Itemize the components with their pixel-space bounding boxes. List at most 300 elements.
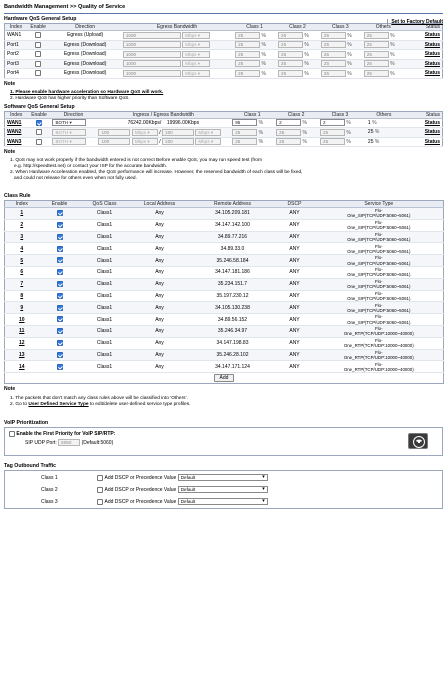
table-row: [5, 118, 443, 128]
egress-unit-select[interactable]: Mbps ▾: [195, 138, 221, 145]
class2-input[interactable]: 25: [276, 138, 301, 145]
service-type-line2: One_RTP(TCP/UDP:10000~40000): [343, 331, 414, 337]
service-type-line2: One_SIP(TCP/UDP:5060~5061): [347, 272, 411, 278]
ingress-input[interactable]: 100: [98, 129, 130, 136]
enable-checkbox[interactable]: [57, 234, 63, 240]
tag-checkbox[interactable]: [97, 487, 103, 493]
col-index: Index: [5, 24, 27, 31]
service-type-line2: One_RTP(TCP/UDP:10000~40000): [343, 366, 414, 372]
percent-label: %: [261, 32, 266, 39]
sw-note-2b: and could not release for others even when not fully used.: [14, 176, 137, 181]
qos-class: Class1: [81, 337, 129, 349]
enable-checkbox[interactable]: [57, 293, 63, 299]
bandwidth-input[interactable]: 1000: [123, 41, 181, 48]
col-enable: Enable: [27, 111, 50, 118]
col-enable: Enable: [27, 24, 49, 31]
qos-class: Class1: [81, 278, 129, 290]
col-index: Index: [5, 111, 28, 118]
rule-index-link[interactable]: 6: [20, 269, 24, 276]
service-type-line2: One_RTP(TCP/UDP:10000~40000): [343, 343, 414, 349]
class3-input[interactable]: 25: [321, 60, 346, 67]
tag-row: [5, 484, 442, 496]
service-type: [315, 337, 444, 349]
col-remote-address: Remote Address: [191, 201, 275, 208]
rule-index-link[interactable]: 8: [20, 292, 24, 299]
class2-input[interactable]: 25: [276, 129, 301, 136]
enable-checkbox[interactable]: [35, 51, 41, 57]
dscp: ANY: [275, 337, 315, 349]
row-index: Port2: [5, 50, 27, 60]
unit-select[interactable]: Mbps ▾: [182, 60, 210, 67]
enable-checkbox[interactable]: [57, 210, 63, 216]
class1-input[interactable]: 25: [235, 70, 260, 77]
table-row: [5, 59, 443, 69]
service-type: [315, 266, 444, 278]
rule-index-link[interactable]: 11: [19, 328, 25, 335]
service-type: [315, 361, 444, 373]
table-row: [5, 314, 444, 326]
service-type-line1: Flo-: [374, 361, 383, 367]
col-service-type: Service Type: [315, 201, 444, 208]
hw-note-title: Note: [4, 80, 16, 87]
service-type-line1: Flo-: [374, 219, 383, 225]
percent-label: %: [390, 32, 395, 39]
wan1-link[interactable]: WAN1: [7, 119, 22, 126]
col-dscp: DSCP: [275, 201, 315, 208]
bandwidth-input[interactable]: 1000: [123, 60, 181, 67]
enable-checkbox[interactable]: [57, 281, 63, 287]
qos-class: Class1: [81, 219, 129, 231]
dscp: ANY: [275, 278, 315, 290]
user-defined-service-type-link[interactable]: User Defined Service Type: [28, 402, 89, 408]
service-type-line1: Flo-: [374, 243, 383, 249]
rule-note-title: Note: [4, 386, 16, 393]
table-row: [5, 50, 443, 60]
others-value: 1: [367, 119, 371, 126]
remote-address: 34.89.77.216: [191, 231, 275, 243]
class2-input[interactable]: 2: [276, 119, 301, 126]
rule-index-link[interactable]: 9: [20, 304, 24, 311]
col-bandwidth: Ingress / Egress Bandwidth: [96, 111, 230, 118]
tag-class-label: Class 2: [41, 487, 58, 494]
sw-section-title: Software QoS General Setup: [4, 103, 75, 110]
class1-input[interactable]: 25: [232, 138, 257, 145]
set-factory-default-link[interactable]: Set to Factory Default: [387, 19, 443, 25]
class-rule-title: Class Rule: [4, 193, 31, 199]
add-button[interactable]: Add: [214, 374, 235, 382]
ingress-unit-select[interactable]: Mbps ▾: [132, 129, 158, 136]
egress-unit-select[interactable]: Mbps ▾: [195, 129, 221, 136]
row-index: Port1: [5, 40, 27, 50]
col-direction: Direction: [50, 111, 96, 118]
remote-address: 34.105.130.238: [191, 302, 275, 314]
col-direction: Direction: [49, 24, 120, 31]
local-address: Any: [129, 231, 191, 243]
class3-input[interactable]: 2: [320, 119, 345, 126]
tag-value-select[interactable]: Default ▾: [178, 474, 268, 481]
col-class1: Class 1: [230, 111, 274, 118]
hw-qos-table: [4, 23, 443, 79]
bandwidth-input[interactable]: 1000: [123, 70, 181, 77]
table-row: [5, 219, 444, 231]
table-row: [5, 69, 443, 79]
enable-checkbox[interactable]: [57, 269, 63, 275]
col-class3: Class 3: [319, 24, 362, 31]
others-input[interactable]: 25: [364, 32, 389, 39]
add-row: [5, 373, 444, 384]
table-row: [5, 31, 443, 41]
dscp: ANY: [275, 255, 315, 267]
enable-checkbox[interactable]: [36, 139, 42, 145]
percent-label: %: [374, 138, 380, 145]
rule-note-2-post: to edit/delete user-defined service type profiles.: [88, 402, 191, 408]
status-link[interactable]: Status: [424, 119, 440, 126]
egress-input[interactable]: 100: [162, 129, 194, 136]
status-link[interactable]: Status: [424, 70, 440, 77]
sip-port-input[interactable]: 5060: [58, 439, 80, 446]
rule-index-link[interactable]: 1: [20, 210, 24, 217]
table-row: [5, 40, 443, 50]
remote-address: 34.105.209.181: [191, 208, 275, 220]
enable-checkbox[interactable]: [57, 340, 63, 346]
sw-qos-table: [4, 111, 443, 148]
direction-text: Egress (Download): [49, 59, 120, 69]
table-row: [5, 337, 444, 349]
percent-label: %: [347, 42, 352, 49]
col-others: Others: [362, 24, 405, 31]
wan2-link[interactable]: WAN2: [7, 129, 22, 136]
percent-label: %: [261, 70, 266, 77]
percent-label: %: [390, 51, 395, 58]
percent-label: %: [304, 70, 309, 77]
class1-input[interactable]: 25: [235, 51, 260, 58]
class3-input[interactable]: 25: [320, 138, 345, 145]
rule-index-link[interactable]: 3: [20, 233, 24, 240]
status-link[interactable]: Status: [424, 129, 440, 136]
status-link[interactable]: Status: [424, 41, 440, 48]
col-qos-class: QoS Class: [81, 201, 129, 208]
remote-address: 34.89.56.152: [191, 314, 275, 326]
row-index: WAN1: [5, 31, 27, 41]
rule-index-link[interactable]: 14: [18, 363, 25, 370]
rule-index-link[interactable]: 2: [20, 222, 24, 229]
class1-input[interactable]: 25: [235, 32, 260, 39]
local-address: Any: [129, 325, 191, 337]
dscp: ANY: [275, 219, 315, 231]
voip-title: VoIP Prioritization: [4, 420, 49, 427]
table-row: [5, 290, 444, 302]
percent-label: %: [258, 120, 264, 127]
others-input[interactable]: 25: [364, 51, 389, 58]
qos-class: Class1: [81, 325, 129, 337]
tag-box: [4, 470, 443, 509]
service-type-line2: One_SIP(TCP/UDP:5060~5061): [347, 295, 411, 301]
service-type-line2: One_SIP(TCP/UDP:5060~5061): [347, 307, 411, 313]
ingress-unit-select[interactable]: Mbps ▾: [132, 138, 158, 145]
col-egress-bandwidth: Egress Bandwidth: [121, 24, 233, 31]
class1-input[interactable]: 25: [235, 41, 260, 48]
egress-value: 19996.00Kbps: [166, 119, 200, 126]
tag-row: [5, 472, 442, 484]
class1-input[interactable]: 25: [235, 60, 260, 67]
class2-input[interactable]: 25: [278, 32, 303, 39]
status-link[interactable]: Status: [424, 51, 440, 58]
percent-label: %: [302, 129, 307, 136]
rule-note-2: [10, 402, 443, 408]
direction-text: Egress (Download): [49, 50, 120, 60]
table-row: [5, 278, 444, 290]
class3-input[interactable]: 25: [321, 70, 346, 77]
others-input[interactable]: 25: [364, 41, 389, 48]
class-rule-table: [4, 200, 444, 384]
tag-checkbox[interactable]: [97, 499, 103, 505]
remote-address: 35.234.151.7: [191, 278, 275, 290]
tag-checkbox[interactable]: [97, 475, 103, 481]
dscp: ANY: [275, 325, 315, 337]
unit-select[interactable]: Mbps ▾: [182, 32, 210, 39]
table-row: [5, 349, 444, 361]
service-type: [315, 231, 444, 243]
remote-address: 35.197.230.12: [191, 290, 275, 302]
service-type-line2: One_RTP(TCP/UDP:10000~40000): [343, 354, 414, 360]
service-type: [315, 208, 444, 220]
service-type: [315, 325, 444, 337]
class1-input[interactable]: 25: [232, 129, 257, 136]
enable-checkbox[interactable]: [57, 246, 63, 252]
service-type: [315, 243, 444, 255]
status-link[interactable]: Status: [424, 32, 440, 39]
qos-class: Class1: [81, 231, 129, 243]
service-type-line1: Flo-: [374, 326, 383, 332]
enable-checkbox[interactable]: [35, 42, 41, 48]
sip-port-default: (Default:5060): [81, 440, 114, 447]
class2-input[interactable]: 25: [278, 41, 303, 48]
table-row: [5, 325, 444, 337]
sw-note-1a: 1. QoS may not work properly if the bandwidth entered is not correct Before enable QoS, you may run speed test (from: [10, 158, 262, 163]
local-address: Any: [129, 208, 191, 220]
status-link[interactable]: Status: [424, 60, 440, 67]
local-address: Any: [129, 290, 191, 302]
rule-index-link[interactable]: 7: [20, 281, 24, 288]
rule-index-link[interactable]: 4: [20, 245, 24, 252]
breadcrumb: Bandwidth Management >> Quality of Service: [4, 4, 126, 10]
remote-address: 34.89.33.0: [191, 243, 275, 255]
service-type: [315, 219, 444, 231]
percent-label: %: [390, 42, 395, 49]
percent-label: %: [374, 129, 380, 136]
phone-icon: [408, 433, 428, 449]
row-index: Port3: [5, 59, 27, 69]
unit-select[interactable]: Mbps ▾: [182, 51, 210, 58]
rule-index-link[interactable]: 13: [18, 351, 25, 358]
service-type-line1: Flo-: [374, 208, 383, 214]
dscp: ANY: [275, 231, 315, 243]
qos-class: Class1: [81, 314, 129, 326]
enable-checkbox[interactable]: [35, 61, 41, 67]
remote-address: 35.246.28.102: [191, 349, 275, 361]
direction-text: Egress (Upload): [49, 31, 120, 41]
service-type-line1: Flo-: [374, 302, 383, 308]
col-local-address: Local Address: [129, 201, 191, 208]
percent-label: %: [304, 32, 309, 39]
percent-label: %: [304, 51, 309, 58]
tag-value-select[interactable]: Default ▾: [178, 498, 268, 505]
percent-label: %: [347, 32, 352, 39]
table-row: [5, 231, 444, 243]
rule-index-link[interactable]: 10: [18, 316, 25, 323]
unit-select[interactable]: Mbps ▾: [182, 41, 210, 48]
service-type-line1: Flo-: [374, 349, 383, 355]
direction-select[interactable]: BOTH ▾: [52, 138, 86, 145]
service-type: [315, 349, 444, 361]
table-row: WAN3 BOTH ▾ 100 Mbps ▾ / 100 Mbps ▾ 25 % 25 % 25 % 25 % Status: [5, 137, 443, 147]
local-address: Any: [129, 337, 191, 349]
service-type-line2: One_SIP(TCP/UDP:5060~5061): [347, 236, 411, 242]
hw-note-2: 2. Hardware QoS has higher priority than Software QoS.: [10, 95, 130, 101]
rule-index-link[interactable]: 5: [20, 257, 24, 264]
class3-input[interactable]: 25: [320, 129, 345, 136]
qos-class: Class1: [81, 361, 129, 373]
percent-label: %: [347, 51, 352, 58]
others-value: 25: [367, 138, 374, 145]
percent-label: %: [302, 120, 307, 127]
local-address: Any: [129, 278, 191, 290]
voip-enable-checkbox[interactable]: [9, 431, 15, 437]
tag-label: Add DSCP or Precedence Value: [104, 475, 177, 482]
table-row: [5, 361, 444, 373]
enable-checkbox[interactable]: [57, 352, 63, 358]
enable-checkbox[interactable]: [35, 32, 41, 38]
class2-input[interactable]: 25: [278, 70, 303, 77]
enable-checkbox[interactable]: [57, 316, 63, 322]
tag-class-label: Class 3: [41, 499, 58, 506]
sw-note-1b: e.g. http://speedtest.net) or contact your ISP for the accurate bandwidth.: [14, 164, 167, 169]
service-type: [315, 290, 444, 302]
col-class2: Class 2: [276, 24, 319, 31]
service-type-line1: Flo-: [374, 255, 383, 261]
bandwidth-input[interactable]: 1000: [123, 32, 181, 39]
percent-label: %: [346, 129, 351, 136]
row-index: Port4: [5, 69, 27, 79]
class3-input[interactable]: 25: [321, 32, 346, 39]
enable-checkbox[interactable]: [57, 364, 63, 370]
tag-value-select[interactable]: Default ▾: [178, 486, 268, 493]
remote-address: 34.147.198.83: [191, 337, 275, 349]
table-row: [5, 208, 444, 220]
enable-checkbox[interactable]: [57, 257, 63, 263]
divider: [4, 13, 443, 14]
dscp: ANY: [275, 349, 315, 361]
table-row: WAN2 BOTH ▾ 100 Mbps ▾ / 100 Mbps ▾ 25 % 25 % 25 % 25 % Status: [5, 128, 443, 138]
table-row: [5, 266, 444, 278]
service-type-line2: One_SIP(TCP/UDP:5060~5061): [347, 248, 411, 254]
service-type-line1: Flo-: [374, 231, 383, 237]
qos-class: Class1: [81, 302, 129, 314]
rule-note-2-pre: 2. Go to: [10, 402, 29, 408]
direction-text: Egress (Download): [49, 69, 120, 79]
enable-checkbox[interactable]: [57, 222, 63, 228]
others-input[interactable]: 25: [364, 70, 389, 77]
dscp: ANY: [275, 361, 315, 373]
enable-checkbox[interactable]: [57, 328, 63, 334]
enable-checkbox[interactable]: [35, 70, 41, 76]
percent-label: %: [304, 42, 309, 49]
sw-note-title: Note: [4, 149, 16, 155]
percent-label: %: [261, 42, 266, 49]
ingress-value: 76242.00Kbps/: [127, 119, 162, 126]
remote-address: 35.246.58.184: [191, 255, 275, 267]
enable-checkbox[interactable]: [57, 305, 63, 311]
class1-input[interactable]: 95: [232, 119, 257, 126]
bandwidth-input[interactable]: 1000: [123, 51, 181, 58]
col-others: Others: [362, 111, 406, 118]
service-type-line2: One_SIP(TCP/UDP:5060~5061): [347, 260, 411, 266]
class3-input[interactable]: 25: [321, 41, 346, 48]
ingress-input[interactable]: 100: [98, 138, 130, 145]
percent-label: %: [347, 61, 352, 68]
local-address: Any: [129, 349, 191, 361]
egress-input[interactable]: 100: [162, 138, 194, 145]
percent-label: %: [390, 61, 395, 68]
tag-row: [5, 496, 442, 508]
service-type-line1: Flo-: [374, 278, 383, 284]
enable-checkbox[interactable]: [36, 120, 42, 126]
status-link[interactable]: Status: [424, 138, 440, 145]
qos-class: Class1: [81, 266, 129, 278]
remote-address: 34.147.142.100: [191, 219, 275, 231]
qos-class: Class1: [81, 208, 129, 220]
local-address: Any: [129, 314, 191, 326]
direction-select[interactable]: BOTH ▾: [52, 129, 86, 136]
qos-class: Class1: [81, 243, 129, 255]
percent-label: %: [346, 139, 351, 146]
service-type: [315, 314, 444, 326]
remote-address: 35.246.34.97: [191, 325, 275, 337]
qos-class: Class1: [81, 349, 129, 361]
local-address: Any: [129, 302, 191, 314]
unit-select[interactable]: Mbps ▾: [182, 70, 210, 77]
direction-select[interactable]: BOTH ▾: [52, 119, 86, 126]
service-type-line1: Flo-: [374, 290, 383, 296]
col-class1: Class 1: [233, 24, 276, 31]
qos-page: [0, 4, 447, 693]
class2-input[interactable]: 25: [278, 51, 303, 58]
others-input[interactable]: 25: [364, 60, 389, 67]
voip-box: [4, 427, 443, 456]
tag-title: Tag Outbound Traffic: [4, 463, 57, 470]
hw-section-title: Hardware QoS General Setup: [4, 16, 77, 22]
class2-input[interactable]: 25: [278, 60, 303, 67]
wan3-link[interactable]: WAN3: [7, 138, 22, 145]
service-type-line2: One_SIP(TCP/UDP:5060~5061): [347, 284, 411, 290]
local-address: Any: [129, 266, 191, 278]
tag-label: Add DSCP or Precedence Value: [104, 499, 177, 506]
hw-note-1[interactable]: 1. Please enable hardware acceleration so Hardware QoS will work.: [10, 89, 164, 95]
rule-note-1: 1. The packets that don't match any class rules above will be classified into 'Others'.: [10, 396, 188, 402]
class3-input[interactable]: 25: [321, 51, 346, 58]
rule-index-link[interactable]: 12: [18, 340, 25, 347]
percent-label: %: [390, 70, 395, 77]
others-value: 25: [367, 129, 374, 136]
col-enable: Enable: [39, 201, 81, 208]
local-address: Any: [129, 243, 191, 255]
enable-checkbox[interactable]: [36, 129, 42, 135]
table-row: [5, 243, 444, 255]
tag-label: Add DSCP or Precedence Value: [104, 487, 177, 494]
local-address: Any: [129, 219, 191, 231]
col-status: Status: [406, 111, 443, 118]
service-type-line1: Flo-: [374, 314, 383, 320]
